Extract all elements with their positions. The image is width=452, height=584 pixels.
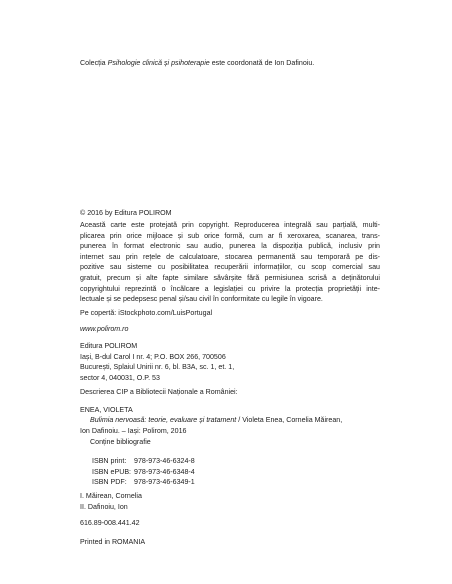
- cip-heading: Descrierea CIP a Bibliotecii Naționale a României:: [80, 388, 238, 396]
- collection-note: Colecția Psihologie clinică și psihoterapie este coordonată de Ion Dafinoiu.: [80, 59, 315, 67]
- book-title: Bulimia nervoasă: teorie, evaluare și tratament: [90, 416, 237, 424]
- responsibility-cont: Ion Dafinoiu. – Iași: Polirom, 2016: [80, 426, 187, 435]
- added-entry: II. Dafinoiu, Ion: [80, 502, 128, 511]
- added-entries: [80, 491, 380, 512]
- rights-line: Această carte este protejată prin copyright. Reproducerea integrală sau parțială, multi-: [80, 221, 380, 229]
- cip-notes: Conține bibliografie: [90, 438, 151, 446]
- cover-credit: Pe copertă: iStockphoto.com/LuisPortugal: [80, 309, 213, 317]
- responsibility: / Violeta Enea, Cornelia Măirean,: [236, 416, 343, 424]
- classification-number: 616.89-008.441.42: [80, 519, 140, 527]
- rights-line: copyrightului reprezintă o încălcare a legislației cu privire la protecția proprietății inte-: [80, 284, 380, 293]
- cip-author: ENEA, VIOLETA: [80, 406, 133, 414]
- rights-line: punerea în format electronic sau audio, punerea la dispoziția publică, inclusiv prin: [80, 242, 380, 251]
- series-title: Psihologie clinică și psihoterapie: [107, 59, 210, 67]
- printed-in: Printed in ROMANIA: [80, 538, 146, 546]
- address-line: Iași, B-dul Carol I nr. 4; P.O. BOX 266, 700506: [80, 352, 226, 361]
- address-line: București, Splaiul Unirii nr. 6, bl. B3A, sc. 1, et. 1,: [80, 363, 235, 372]
- isbn-row: ISBN print: 978-973-46-6324-8: [92, 457, 195, 465]
- rights-line: pozitive sau sisteme cu posibilitatea recuperării informațiilor, cu scop comercial sau: [80, 263, 380, 272]
- publisher-address: [80, 341, 380, 383]
- isbn-list: [80, 456, 392, 488]
- isbn-row: ISBN ePUB: 978-973-46-6348-4: [92, 467, 195, 476]
- rights-line: plicarea prin orice mijloace și sub orice formă, cum ar fi xeroxarea, scanarea, trans-: [80, 231, 380, 240]
- publisher-name: Editura POLIROM: [80, 342, 138, 350]
- isbn-row: ISBN PDF: 978-973-46-6349-1: [92, 478, 195, 487]
- rights-line: lectuale și se pedepsesc penal și/sau civil în conformitate cu legile în vigoare.: [80, 295, 323, 304]
- rights-line: internet sau prin rețele de calculatoare, stocarea permanentă sau temporară pe dis-: [80, 252, 380, 261]
- address-line: sector 4, 040031, O.P. 53: [80, 373, 160, 382]
- rights-line: gratuit, precum și alte fapte similare săvârșite fără permisiunea scrisă a deținătorului: [80, 273, 380, 282]
- rights-paragraph: [80, 220, 380, 305]
- website: www.polirom.ro: [80, 325, 129, 333]
- copyright-line: © 2016 by Editura POLIROM: [80, 209, 172, 217]
- cip-title-block: [80, 415, 380, 436]
- added-entry: I. Măirean, Cornelia: [80, 492, 142, 500]
